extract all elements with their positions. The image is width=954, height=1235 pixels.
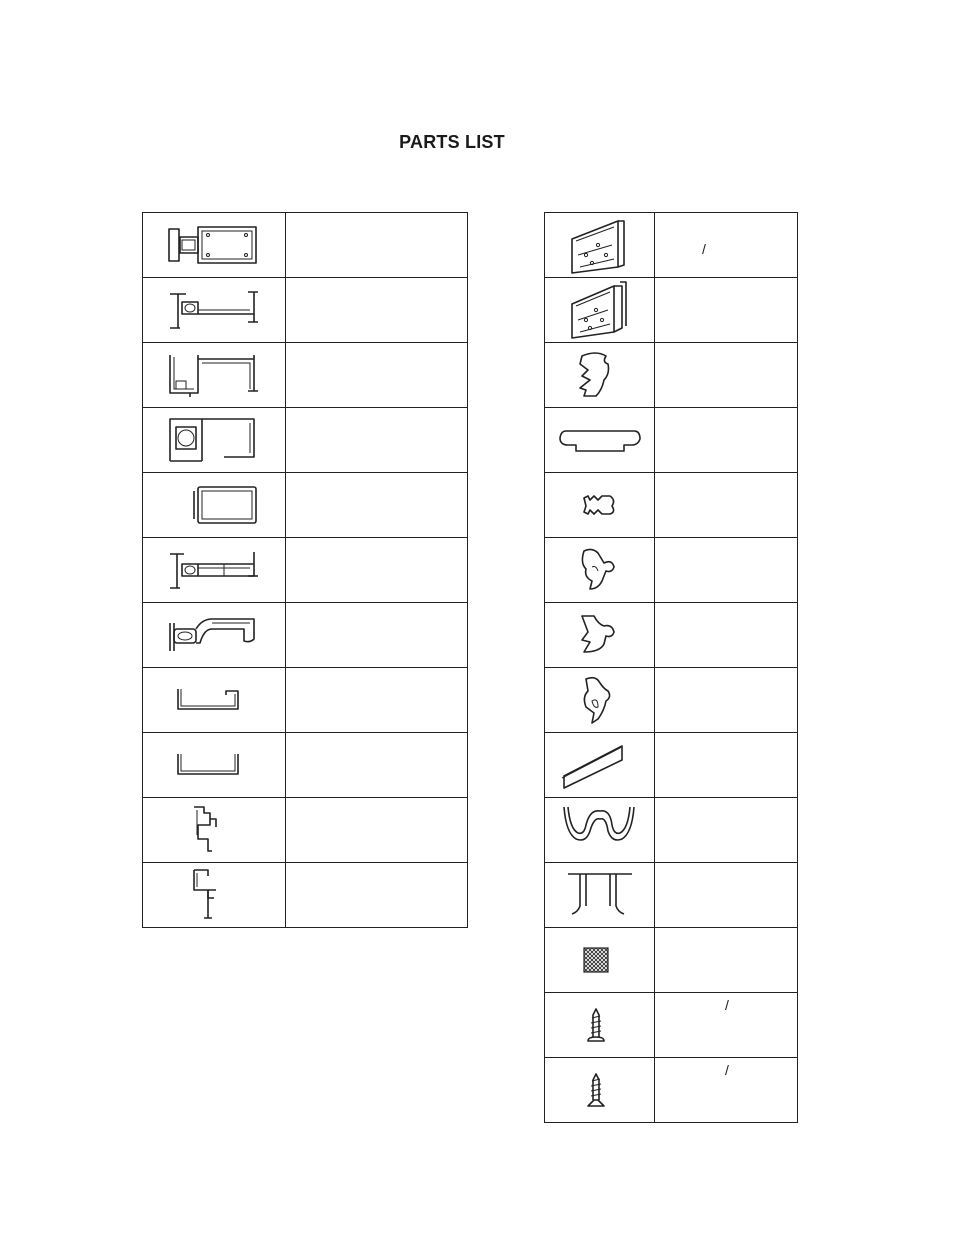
profile-wide-u-icon <box>168 353 260 397</box>
mark-slash: / <box>725 997 729 1013</box>
profile-stepped-bracket-alt-icon <box>168 868 260 922</box>
mesh-screen-icon <box>568 940 632 980</box>
part-image-cell <box>143 798 286 863</box>
part-image-cell <box>143 278 286 343</box>
part-image-cell <box>545 603 655 668</box>
part-image-cell <box>545 928 655 993</box>
table-row <box>143 343 468 408</box>
part-image-cell <box>545 408 655 473</box>
part-description <box>286 733 468 798</box>
corner-bracket-left-icon <box>568 215 632 275</box>
part-image-cell <box>545 538 655 603</box>
fir-tree-seal-icon <box>568 490 632 520</box>
profile-double-box-icon <box>168 223 260 267</box>
profile-c-channel-icon <box>168 685 260 715</box>
flat-head-screw-icon <box>568 1070 632 1110</box>
part-description <box>655 473 798 538</box>
part-image-cell <box>545 668 655 733</box>
parts-table-right <box>544 212 798 1123</box>
parts-table-left <box>142 212 468 928</box>
table-row <box>545 408 798 473</box>
part-description <box>655 343 798 408</box>
profile-curved-rail-icon <box>168 615 260 655</box>
table-row <box>545 343 798 408</box>
table-row <box>545 798 798 863</box>
part-description <box>655 863 798 928</box>
part-image-cell <box>545 1058 655 1123</box>
pan-head-screw-icon <box>568 1005 632 1045</box>
part-image-cell <box>545 343 655 408</box>
profile-rect-tube-icon <box>168 483 260 527</box>
table-row <box>545 278 798 343</box>
part-description <box>286 278 468 343</box>
part-description <box>655 733 798 798</box>
table-row <box>143 733 468 798</box>
part-image-cell <box>143 603 286 668</box>
part-description <box>655 668 798 733</box>
mark-slash: / <box>702 241 706 257</box>
gasket-profile-b-icon <box>568 545 632 595</box>
table-row <box>545 1058 798 1123</box>
part-description <box>286 668 468 733</box>
table-row <box>143 408 468 473</box>
table-row <box>143 538 468 603</box>
table-row <box>545 863 798 928</box>
part-description <box>655 928 798 993</box>
table-row <box>545 603 798 668</box>
table-row <box>143 213 468 278</box>
page-title: PARTS LIST <box>399 132 505 152</box>
mark-slash: / <box>725 1062 729 1078</box>
table-row <box>545 928 798 993</box>
gasket-profile-c-icon <box>568 610 632 660</box>
profile-t-flat-icon <box>168 550 260 590</box>
part-image-cell <box>143 473 286 538</box>
profile-box-open-icon <box>168 417 260 463</box>
part-description <box>286 863 468 928</box>
table-row <box>545 733 798 798</box>
part-image-cell <box>545 993 655 1058</box>
part-description <box>655 538 798 603</box>
table-row <box>545 538 798 603</box>
table-row <box>143 278 468 343</box>
part-description <box>286 343 468 408</box>
part-description <box>286 473 468 538</box>
part-image-cell <box>143 343 286 408</box>
part-image-cell <box>143 863 286 928</box>
profile-t-channel-icon <box>168 290 260 330</box>
part-image-cell <box>143 733 286 798</box>
table-row <box>143 603 468 668</box>
part-description <box>655 213 798 278</box>
foam-strip-icon <box>558 738 642 792</box>
part-description <box>286 538 468 603</box>
part-image-cell <box>545 863 655 928</box>
table-row <box>545 993 798 1058</box>
table-row <box>143 473 468 538</box>
table-row <box>143 863 468 928</box>
corner-bracket-right-icon <box>568 280 632 340</box>
table-row <box>143 668 468 733</box>
part-image-cell <box>143 668 286 733</box>
part-description <box>286 798 468 863</box>
table-row <box>545 213 798 278</box>
part-image-cell <box>545 278 655 343</box>
part-image-cell <box>545 733 655 798</box>
table-row <box>545 668 798 733</box>
part-description <box>286 213 468 278</box>
part-image-cell <box>143 213 286 278</box>
gasket-profile-d-icon <box>568 673 632 727</box>
profile-stepped-bracket-icon <box>168 805 260 855</box>
part-description <box>655 278 798 343</box>
table-row <box>143 798 468 863</box>
spring-clip-icon <box>558 803 642 857</box>
part-image-cell <box>545 798 655 863</box>
part-description <box>286 408 468 473</box>
flat-strip-profile-icon <box>558 425 642 455</box>
part-description <box>655 993 798 1058</box>
part-description <box>655 1058 798 1123</box>
part-description <box>286 603 468 668</box>
part-description <box>655 408 798 473</box>
part-description <box>655 798 798 863</box>
gasket-profile-a-icon <box>568 350 632 400</box>
part-image-cell <box>143 408 286 473</box>
part-image-cell <box>545 473 655 538</box>
part-image-cell <box>143 538 286 603</box>
profile-u-channel-icon <box>168 750 260 780</box>
part-image-cell <box>545 213 655 278</box>
table-row <box>545 473 798 538</box>
t-connector-icon <box>558 870 642 920</box>
part-description <box>655 603 798 668</box>
